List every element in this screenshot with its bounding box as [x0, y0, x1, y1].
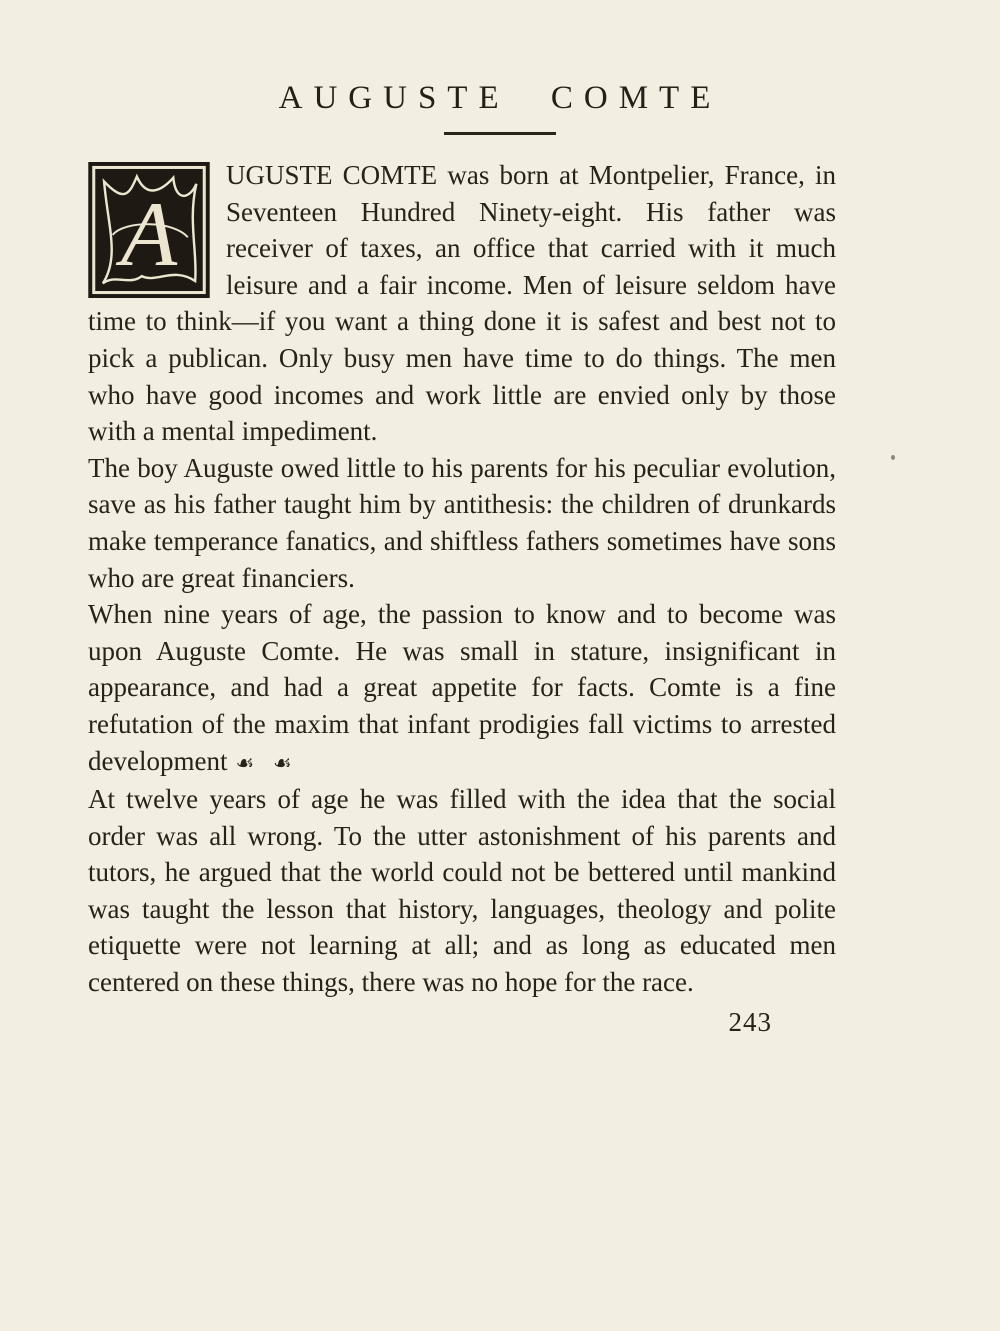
page-title: AUGUSTE COMTE — [278, 80, 722, 116]
drop-cap-initial — [88, 162, 210, 298]
title-rule — [444, 132, 556, 135]
body-text-block — [88, 157, 836, 1040]
page-number: 243 — [728, 1006, 772, 1037]
paragraph-text: UGUSTE COMTE was born at Montpelier, France, in Seventeen Hundred Ninety-eight. His father was receiver of taxes, an office that carried with it much leisure and a fair income. Men of leisure seldom have time to think—if you want a thing done it is safest and best not to pick a publican. Only busy men have time to do things. The men who have good incomes and work little are envied only by those with a mental impediment. — [88, 160, 836, 447]
fleuron-ornament: ☙ ☙ — [235, 750, 298, 775]
paragraph-text: When nine years of age, the passion to know and to become was upon Auguste Comte. He was small in stature, insignificant in appearance, and had a great appetite for facts. Comte is a fine refutation of the maxim that infant prodigies fall victims to arrested development — [88, 599, 836, 776]
paragraph — [88, 157, 836, 450]
paragraph — [88, 596, 836, 781]
initial-letter: A — [120, 183, 178, 286]
paragraph: The boy Auguste owed little to his parents for his peculiar evolution, save as his father taught him by antithesis: the children of drunkards make temperance fanatics, and shiftless fathers sometimes have sons who are great financiers. — [88, 452, 836, 593]
paragraph: At twelve years of age he was filled with the idea that the social order was all wrong. To the utter astonishment of his parents and tutors, he argued that the world could not be bettered until mankind was taught the lesson that history, languages, theology and polite etiquette were not learning at all; and as long as educated men centered on these things, there was no hope for the race. — [88, 784, 836, 998]
ornamental-initial-icon — [88, 162, 210, 298]
print-speck — [891, 455, 895, 460]
